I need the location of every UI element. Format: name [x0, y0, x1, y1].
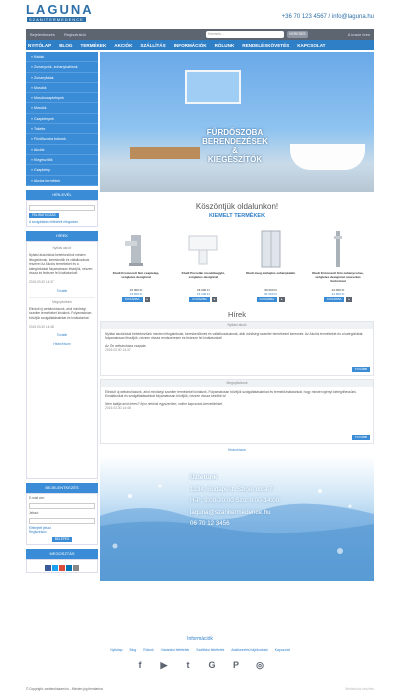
news-item-date: 2015.03.30 14:48 [105, 406, 131, 411]
footer-link[interactable]: Adatkezelési tájékoztató [231, 648, 268, 652]
category-item[interactable]: » Fürdőszoba bútorok [26, 134, 98, 144]
shop-address: 1234, Budapest, Sziget utca 7. [190, 485, 275, 493]
product-name[interactable]: Kludi Porcelán mosdókagyló, szögletes designnal [181, 271, 225, 279]
news-item-text: Elindult új webáruházunk, ahol minőségi szaniter termékeket kínálunk. Folyamatosan bővítjük szolgáltatásainkat és termékkínálatunkat, hogy minden igényt kielégíthessünk. Kínálatunkat és szolgáltatásainkat folyamatosan bővítjük, nézzen vissza később is! [105, 390, 357, 399]
nav-item-products[interactable]: TERMÉKEK [80, 42, 107, 48]
login-link[interactable]: Bejelentkezés [30, 32, 55, 37]
logo-subtitle: SZANITERMEDENCE [29, 17, 84, 22]
login-password-label: Jelszó: [29, 511, 39, 516]
category-item[interactable]: » Zuhanyfalak [26, 73, 98, 83]
side-news-item-title[interactable]: Nyitási akció! [52, 246, 72, 251]
facebook-icon[interactable] [45, 565, 51, 571]
shop-email[interactable]: laguna@szanitermedence.hu [190, 508, 271, 516]
footer-link[interactable]: Nyitólap [110, 648, 123, 652]
shop-hours: H-P: 9:00-20:00 Szo: 9:00-14:00 [190, 497, 280, 504]
login-box-title: BEJELENTKEZÉS [26, 483, 98, 493]
youtube-icon[interactable]: ▶ [160, 660, 168, 670]
footer-link[interactable]: Kapcsolat [274, 648, 290, 652]
shop-phone: 06 70 12 3456 [190, 520, 230, 527]
nav-item-tracking[interactable]: RENDELÉSKÖVETÉS [242, 42, 290, 48]
nav-item-about[interactable]: RÓLUNK [214, 42, 235, 48]
header [26, 0, 374, 28]
category-item[interactable]: » Csaptelep [26, 165, 98, 175]
add-to-cart-button[interactable]: KOSÁRBA [122, 297, 143, 302]
footer-link[interactable]: Rólunk [143, 648, 154, 652]
hero-cabinet [130, 147, 200, 159]
login-password-input[interactable] [29, 518, 95, 524]
side-news-box [26, 241, 98, 479]
category-item[interactable]: » Mosdócsaptelepek [26, 93, 98, 103]
product-image[interactable] [243, 229, 299, 269]
featured-products [100, 229, 374, 302]
pinterest-icon[interactable]: P [232, 660, 239, 670]
share-box [26, 559, 98, 573]
news-item-signature: Az Ön webáruháza csapata. [105, 343, 147, 348]
newsletter-box [26, 200, 98, 228]
hero-title: FÜRDŐSZOBA BERENDEZÉSEK & KIEGÉSZÍTŐK [202, 128, 268, 164]
category-item[interactable]: » Zuhanyzók, zuhanykabinok [26, 62, 98, 72]
news-item [100, 379, 374, 444]
linkedin-icon[interactable] [66, 565, 72, 571]
nav-item-contact[interactable]: KAPCSOLAT [297, 42, 326, 48]
news-item-text: Nyitási akciónkkal bebérkeztünk minden létogatóknak, kereskedőknek és vállalkozásoknak, akik minőségi szaniter termékeket keresnek. Az Akciós termékeket és a kategóriákat folyamatosan frissítjük, nézzen vissza rendszeresen és fedezze fel kínálatunkat! [105, 332, 363, 341]
category-item[interactable]: » Csaptelepek [26, 114, 98, 124]
category-item[interactable]: » Toilette [26, 124, 98, 134]
product-price: 15 000 Ft [129, 288, 143, 292]
register-link[interactable]: Regisztráció [64, 32, 87, 37]
side-news-item-date: 2015.03.30 14:48 [29, 324, 54, 329]
news-heading: Hírek [228, 310, 246, 319]
hero-bathtub [290, 144, 365, 170]
nav-item-info[interactable]: INFORMÁCIÓK [173, 42, 207, 48]
side-news-item-date: 2015.03.30 14:37 [29, 280, 54, 285]
nav-item-blog[interactable]: BLOG [59, 42, 73, 48]
featured-heading: KIEMELT TERMÉKEK [208, 213, 266, 219]
google-icon[interactable]: G [208, 660, 216, 670]
news-item-date: 2015.03.30 14:37 [105, 348, 131, 353]
details-icon[interactable]: ▸ [281, 297, 283, 301]
welcome-heading: Köszöntjük oldalunkon! [195, 202, 279, 211]
category-list [26, 52, 98, 186]
nav-item-sales[interactable]: AKCIÓK [114, 42, 133, 48]
logo-title[interactable]: LAGUNA [26, 2, 94, 17]
forgot-password-link[interactable]: Elfelejtett jelszó [29, 525, 52, 530]
newsletter-title: HÍRLEVÉL [26, 190, 98, 200]
product-image[interactable] [175, 229, 231, 269]
instagram-icon[interactable]: ◎ [256, 660, 264, 670]
news-item [100, 321, 374, 376]
google-plus-icon[interactable] [59, 565, 65, 571]
login-box [26, 493, 98, 544]
side-news-item-text: Elindult új webáruházunk, ahol minőségi szaniter termékeket kínálunk. Folyamatosan bővítjük szolgáltatásainkat és kínálatunkat. [29, 306, 92, 320]
footer-social [26, 660, 374, 670]
login-register-link[interactable]: Regisztráció [29, 530, 47, 535]
product-price: 90 000 Ft [264, 288, 277, 292]
category-item[interactable]: » Mosdók [26, 83, 98, 93]
category-item[interactable]: » Akciók [26, 145, 98, 155]
news-item-title[interactable]: Megnyitottunk [101, 380, 373, 387]
category-item[interactable]: » Kádak [26, 52, 98, 62]
header-contact: +36 70 123 4567 / info@laguna.hu [281, 14, 374, 20]
category-item[interactable]: » Mosdók [26, 103, 98, 113]
product-card[interactable] [175, 229, 231, 302]
news-archive-link[interactable]: Hírarchívum [228, 448, 246, 452]
product-name[interactable]: Kludi Kromozott fém csaptelep, szögletes designnal [112, 271, 160, 279]
add-to-cart-button[interactable]: KOSÁRBA [189, 297, 210, 302]
product-sale-price: 13 500 Ft [129, 292, 143, 296]
side-news-title: HÍREK [26, 231, 98, 241]
twitter-icon[interactable]: t [186, 660, 190, 670]
login-email-label: E-mail cím: [29, 496, 45, 501]
product-price: 18 000 Ft [196, 288, 210, 292]
news-item-title[interactable]: Nyitási akció [101, 322, 373, 329]
credit-link[interactable]: Webáruház készítés [345, 687, 374, 691]
product-price: 24 000 Ft [331, 288, 345, 292]
main-nav [26, 40, 374, 50]
hero-mirror [185, 70, 241, 104]
side-news-more-link[interactable]: Tovább [56, 288, 68, 293]
newsletter-subscribe-button[interactable]: FELIRATKOZÁS [29, 213, 59, 218]
shop-info-text [190, 472, 279, 530]
newsletter-terms[interactable]: A szolgáltatás feltételeit elfogadom. [29, 219, 79, 224]
search-button[interactable]: KERESÉS [287, 31, 308, 38]
copyright: © Copyright, webáruházam.hu - Minden jog fenntartva [26, 687, 103, 691]
add-to-cart-button[interactable]: KOSÁRBA [324, 297, 345, 302]
login-button[interactable]: BELÉPÉS [52, 537, 73, 542]
top-bar [26, 29, 374, 40]
product-image[interactable] [108, 229, 164, 269]
search-input[interactable]: Keresés... [206, 31, 284, 38]
side-news-item-text: Nyitási akciónkkal bebérkeztünk minden létogatóknak, kereskedők és vállalkozások részére! Az Akciós termékeket és a kategórikákat folyamatosan frissítjük, nézzen vissza és fedezze fel kínálatunkat! [29, 253, 93, 276]
details-icon[interactable]: ▸ [146, 297, 149, 301]
sidebar [26, 52, 98, 573]
footer-link[interactable]: Szállítási feltételek [196, 648, 225, 652]
details-icon[interactable]: ▸ [348, 297, 350, 301]
share-title: MEGOSZTÁS [26, 549, 98, 559]
side-news-more-link[interactable]: Tovább [56, 333, 68, 338]
product-sale-price: 16 200 Ft [196, 292, 210, 296]
footer-title: Információk [187, 636, 213, 642]
footer-link[interactable]: Blog [129, 648, 137, 652]
news-more-button[interactable]: TOVÁBB [352, 435, 370, 440]
facebook-icon[interactable]: f [138, 660, 142, 670]
side-news-archive-link[interactable]: Hírarchívum [53, 341, 71, 346]
news-item-signature: Nem találja amit keres? Írjon nekünk egyszerűen, online kapcsolat üzenetünkkel. [105, 401, 224, 406]
details-icon[interactable]: ▸ [213, 297, 216, 301]
product-name[interactable]: Kludi üveg,tolóajtós zuhanykabin [246, 271, 296, 275]
add-to-cart-button[interactable]: KOSÁRBA [257, 297, 278, 302]
nav-item-shipping[interactable]: SZÁLLÍTÁS [140, 42, 166, 48]
side-news-item-title[interactable]: Megnyitottunk [29, 297, 95, 305]
shop-info-panel [100, 456, 374, 581]
footer-link[interactable]: Vásárlási feltételek [160, 648, 190, 652]
newsletter-email-input[interactable] [29, 205, 95, 211]
hero-banner[interactable] [100, 52, 374, 192]
login-email-input[interactable] [29, 503, 95, 509]
product-sale-price: 21 600 Ft [331, 292, 345, 296]
product-card[interactable] [108, 229, 164, 302]
product-card[interactable] [310, 229, 366, 302]
nav-item-home[interactable]: NYITÓLAP [28, 42, 52, 48]
shop-title: Üzletünk [190, 474, 218, 481]
footer [26, 636, 374, 670]
product-card[interactable] [243, 229, 299, 302]
product-sale-price: 81 000 Ft [264, 292, 277, 296]
main-content [100, 52, 374, 581]
cart-status[interactable]: A kosár üres [347, 32, 370, 37]
category-item[interactable]: » Kiegészítők [26, 155, 98, 165]
email-share-icon[interactable] [73, 565, 79, 571]
news-more-button[interactable]: TOVÁBB [352, 367, 370, 372]
twitter-icon[interactable] [52, 565, 58, 571]
category-item[interactable]: » Akciós termékek [26, 176, 98, 186]
product-name[interactable]: Kludi Krómozott fém zuhanycsöve, szögletes designnal, masszázs funkcióval [312, 271, 364, 283]
product-image[interactable] [310, 229, 366, 269]
footer-links [26, 648, 374, 652]
